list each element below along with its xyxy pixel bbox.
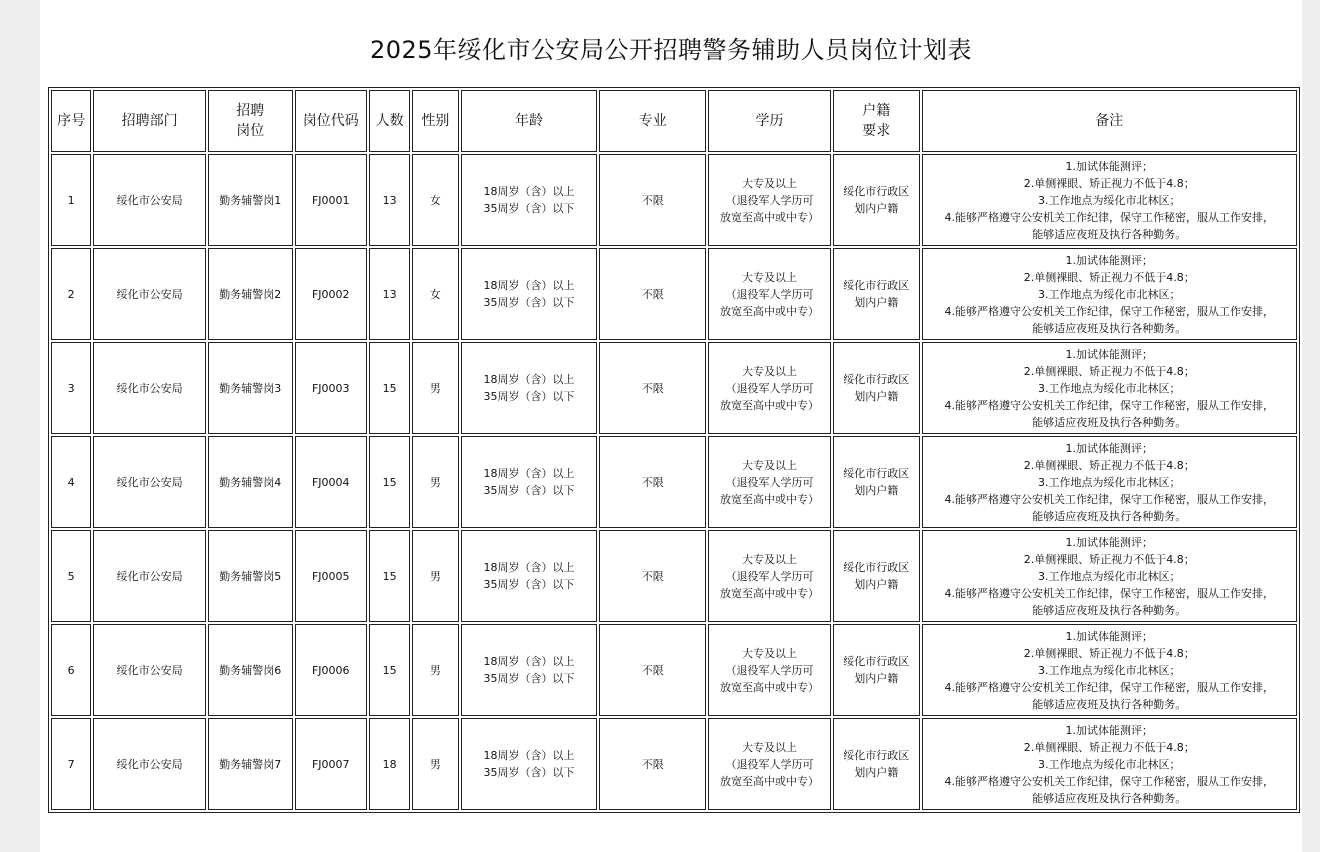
header-major: 专业 xyxy=(599,90,706,152)
header-age: 年龄 xyxy=(461,90,598,152)
note-line: 1.加试体能测评； xyxy=(1065,347,1153,361)
cell-notes xyxy=(922,248,1298,340)
note-line: 3.工作地点为绥化市北林区； xyxy=(1038,287,1181,301)
cell-dept: 绥化市公安局 xyxy=(93,342,206,434)
cell-gender: 男 xyxy=(412,342,458,434)
note-line: 2.单侧裸眼、矫正视力不低于4.8； xyxy=(1023,552,1195,566)
cell-post: 勤务辅警岗5 xyxy=(208,530,293,622)
cell-seq: 2 xyxy=(51,248,91,340)
note-line: 2.单侧裸眼、矫正视力不低于4.8； xyxy=(1023,458,1195,472)
cell-major: 不限 xyxy=(599,718,706,810)
note-line: 1.加试体能测评； xyxy=(1065,629,1153,643)
cell-code: FJ0002 xyxy=(295,248,367,340)
header-edu: 学历 xyxy=(708,90,831,152)
header-code: 岗位代码 xyxy=(295,90,367,152)
cell-seq: 7 xyxy=(51,718,91,810)
cell-huji: 绥化市行政区 划内户籍 xyxy=(833,624,920,716)
cell-edu: 大专及以上 （退役军人学历可 放宽至高中或中专） xyxy=(708,718,831,810)
note-line: 1.加试体能测评； xyxy=(1065,441,1153,455)
cell-age: 18周岁（含）以上 35周岁（含）以下 xyxy=(461,624,598,716)
cell-gender: 男 xyxy=(412,718,458,810)
note-line: 能够适应夜班及执行各种勤务。 xyxy=(1032,603,1187,617)
cell-seq: 6 xyxy=(51,624,91,716)
note-line: 2.单侧裸眼、矫正视力不低于4.8； xyxy=(1023,270,1195,284)
note-line: 能够适应夜班及执行各种勤务。 xyxy=(1032,791,1187,805)
cell-dept: 绥化市公安局 xyxy=(93,248,206,340)
note-line: 3.工作地点为绥化市北林区； xyxy=(1038,569,1181,583)
table-header-row xyxy=(51,90,1297,152)
note-line: 1.加试体能测评； xyxy=(1065,535,1153,549)
cell-post: 勤务辅警岗1 xyxy=(208,154,293,246)
table-row xyxy=(51,436,1297,528)
cell-notes xyxy=(922,342,1298,434)
note-line: 3.工作地点为绥化市北林区； xyxy=(1038,663,1181,677)
cell-gender: 男 xyxy=(412,624,458,716)
cell-age: 18周岁（含）以上 35周岁（含）以下 xyxy=(461,248,598,340)
cell-huji: 绥化市行政区 划内户籍 xyxy=(833,342,920,434)
table-row xyxy=(51,718,1297,810)
cell-age: 18周岁（含）以上 35周岁（含）以下 xyxy=(461,436,598,528)
cell-age: 18周岁（含）以上 35周岁（含）以下 xyxy=(461,342,598,434)
cell-dept: 绥化市公安局 xyxy=(93,154,206,246)
cell-notes xyxy=(922,624,1298,716)
cell-post: 勤务辅警岗4 xyxy=(208,436,293,528)
note-line: 能够适应夜班及执行各种勤务。 xyxy=(1032,415,1187,429)
cell-seq: 3 xyxy=(51,342,91,434)
cell-dept: 绥化市公安局 xyxy=(93,624,206,716)
cell-age: 18周岁（含）以上 35周岁（含）以下 xyxy=(461,530,598,622)
cell-count: 13 xyxy=(369,154,410,246)
cell-gender: 男 xyxy=(412,436,458,528)
cell-edu: 大专及以上 （退役军人学历可 放宽至高中或中专） xyxy=(708,248,831,340)
cell-age: 18周岁（含）以上 35周岁（含）以下 xyxy=(461,718,598,810)
table-row xyxy=(51,342,1297,434)
recruitment-plan-table xyxy=(48,87,1300,813)
cell-huji: 绥化市行政区 划内户籍 xyxy=(833,154,920,246)
cell-edu: 大专及以上 （退役军人学历可 放宽至高中或中专） xyxy=(708,530,831,622)
note-line: 4.能够严格遵守公安机关工作纪律，保守工作秘密，服从工作安排， xyxy=(944,304,1274,318)
cell-dept: 绥化市公安局 xyxy=(93,718,206,810)
cell-post: 勤务辅警岗7 xyxy=(208,718,293,810)
cell-edu: 大专及以上 （退役军人学历可 放宽至高中或中专） xyxy=(708,436,831,528)
note-line: 3.工作地点为绥化市北林区； xyxy=(1038,757,1181,771)
cell-gender: 女 xyxy=(412,248,458,340)
table-row xyxy=(51,624,1297,716)
cell-code: FJ0007 xyxy=(295,718,367,810)
cell-huji: 绥化市行政区 划内户籍 xyxy=(833,530,920,622)
note-line: 能够适应夜班及执行各种勤务。 xyxy=(1032,227,1187,241)
note-line: 4.能够严格遵守公安机关工作纪律，保守工作秘密，服从工作安排， xyxy=(944,398,1274,412)
note-line: 1.加试体能测评； xyxy=(1065,253,1153,267)
cell-notes xyxy=(922,154,1298,246)
cell-post: 勤务辅警岗6 xyxy=(208,624,293,716)
note-line: 能够适应夜班及执行各种勤务。 xyxy=(1032,509,1187,523)
cell-count: 15 xyxy=(369,624,410,716)
cell-edu: 大专及以上 （退役军人学历可 放宽至高中或中专） xyxy=(708,342,831,434)
cell-dept: 绥化市公安局 xyxy=(93,436,206,528)
cell-major: 不限 xyxy=(599,624,706,716)
cell-seq: 1 xyxy=(51,154,91,246)
cell-major: 不限 xyxy=(599,530,706,622)
page-title: 2025年绥化市公安局公开招聘警务辅助人员岗位计划表 xyxy=(369,36,973,64)
cell-count: 18 xyxy=(369,718,410,810)
header-gender: 性别 xyxy=(412,90,458,152)
cell-seq: 4 xyxy=(51,436,91,528)
cell-huji: 绥化市行政区 划内户籍 xyxy=(833,436,920,528)
cell-huji: 绥化市行政区 划内户籍 xyxy=(833,718,920,810)
note-line: 能够适应夜班及执行各种勤务。 xyxy=(1032,697,1187,711)
header-notes: 备注 xyxy=(922,90,1298,152)
note-line: 2.单侧裸眼、矫正视力不低于4.8； xyxy=(1023,740,1195,754)
note-line: 4.能够严格遵守公安机关工作纪律，保守工作秘密，服从工作安排， xyxy=(944,492,1274,506)
note-line: 4.能够严格遵守公安机关工作纪律，保守工作秘密，服从工作安排， xyxy=(944,586,1274,600)
note-line: 2.单侧裸眼、矫正视力不低于4.8； xyxy=(1023,646,1195,660)
note-line: 4.能够严格遵守公安机关工作纪律，保守工作秘密，服从工作安排， xyxy=(944,210,1274,224)
note-line: 1.加试体能测评； xyxy=(1065,723,1153,737)
header-count: 人数 xyxy=(369,90,410,152)
note-line: 1.加试体能测评； xyxy=(1065,159,1153,173)
cell-code: FJ0003 xyxy=(295,342,367,434)
cell-code: FJ0001 xyxy=(295,154,367,246)
header-dept: 招聘部门 xyxy=(93,90,206,152)
cell-major: 不限 xyxy=(599,436,706,528)
cell-gender: 男 xyxy=(412,530,458,622)
cell-gender: 女 xyxy=(412,154,458,246)
cell-edu: 大专及以上 （退役军人学历可 放宽至高中或中专） xyxy=(708,154,831,246)
note-line: 3.工作地点为绥化市北林区； xyxy=(1038,193,1181,207)
note-line: 3.工作地点为绥化市北林区； xyxy=(1038,381,1181,395)
note-line: 2.单侧裸眼、矫正视力不低于4.8； xyxy=(1023,364,1195,378)
note-line: 能够适应夜班及执行各种勤务。 xyxy=(1032,321,1187,335)
cell-count: 15 xyxy=(369,530,410,622)
note-line: 3.工作地点为绥化市北林区； xyxy=(1038,475,1181,489)
header-seq: 序号 xyxy=(51,90,91,152)
cell-count: 13 xyxy=(369,248,410,340)
table-row xyxy=(51,154,1297,246)
note-line: 4.能够严格遵守公安机关工作纪律，保守工作秘密，服从工作安排， xyxy=(944,774,1274,788)
cell-major: 不限 xyxy=(599,342,706,434)
cell-notes xyxy=(922,718,1298,810)
cell-code: FJ0006 xyxy=(295,624,367,716)
header-huji: 户籍 要求 xyxy=(833,90,920,152)
cell-code: FJ0005 xyxy=(295,530,367,622)
note-line: 4.能够严格遵守公安机关工作纪律，保守工作秘密，服从工作安排， xyxy=(944,680,1274,694)
cell-major: 不限 xyxy=(599,154,706,246)
cell-code: FJ0004 xyxy=(295,436,367,528)
cell-notes xyxy=(922,530,1298,622)
table-row xyxy=(51,248,1297,340)
cell-post: 勤务辅警岗2 xyxy=(208,248,293,340)
note-line: 2.单侧裸眼、矫正视力不低于4.8； xyxy=(1023,176,1195,190)
cell-age: 18周岁（含）以上 35周岁（含）以下 xyxy=(461,154,598,246)
cell-huji: 绥化市行政区 划内户籍 xyxy=(833,248,920,340)
cell-notes xyxy=(922,436,1298,528)
cell-count: 15 xyxy=(369,436,410,528)
cell-dept: 绥化市公安局 xyxy=(93,530,206,622)
document-page xyxy=(40,0,1302,852)
cell-count: 15 xyxy=(369,342,410,434)
cell-post: 勤务辅警岗3 xyxy=(208,342,293,434)
cell-major: 不限 xyxy=(599,248,706,340)
cell-edu: 大专及以上 （退役军人学历可 放宽至高中或中专） xyxy=(708,624,831,716)
cell-seq: 5 xyxy=(51,530,91,622)
table-row xyxy=(51,530,1297,622)
header-post: 招聘 岗位 xyxy=(208,90,293,152)
